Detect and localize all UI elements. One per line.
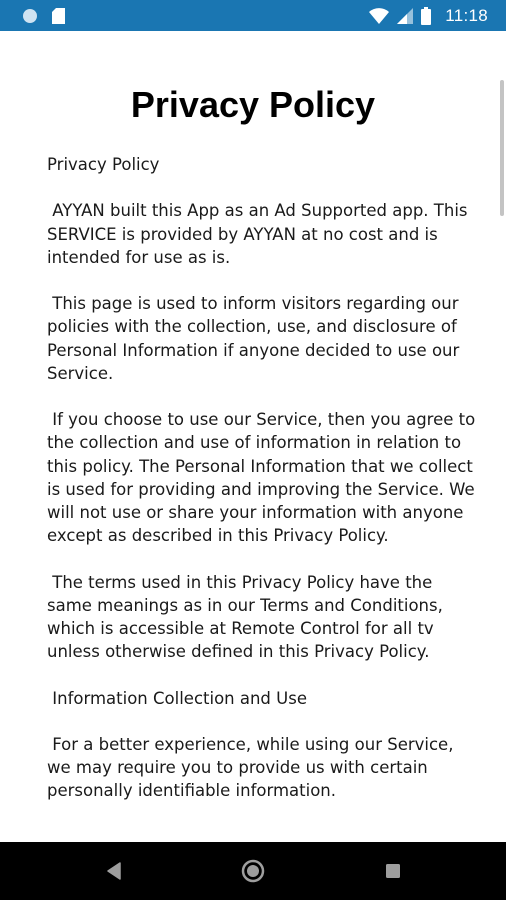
recents-icon bbox=[385, 863, 401, 879]
home-button[interactable] bbox=[223, 842, 283, 900]
back-button[interactable] bbox=[84, 842, 144, 900]
section-heading: Information Collection and Use bbox=[47, 688, 307, 708]
policy-paragraph: The terms used in this Privacy Policy have the same meanings as in our Terms and Conditions, which is accessible at Remote Control for all tv unless otherwise defined in this Privacy Policy. bbox=[47, 572, 449, 662]
page-title: Privacy Policy bbox=[130, 84, 376, 125]
sd-card-icon bbox=[52, 8, 65, 24]
status-bar bbox=[0, 0, 506, 31]
navigation-bar bbox=[0, 842, 506, 900]
policy-paragraph: For a better experience, while using our Service, we may require you to provide us with certain personally identifiable information. bbox=[47, 734, 459, 801]
scrollbar[interactable] bbox=[500, 80, 504, 216]
clock-time: 11:18 bbox=[445, 5, 488, 25]
policy-paragraph: This page is used to inform visitors regarding our policies with the collection, use, and disclosure of Personal Information if anyone decided to use our Service. bbox=[47, 294, 465, 383]
policy-body bbox=[47, 153, 481, 826]
status-left bbox=[22, 0, 65, 31]
policy-paragraph: If you choose to use our Service, then you agree to the collection and use of information in relation to this policy. The Personal Information that we collect is used for providing and improving the Service. We will not use or share your information with anyone except as described in this Privacy Policy. bbox=[47, 410, 481, 546]
status-right bbox=[369, 0, 488, 31]
webview-content[interactable] bbox=[0, 31, 506, 842]
policy-subtitle: Privacy Policy bbox=[47, 155, 160, 174]
cell-signal-icon bbox=[397, 8, 413, 24]
policy-paragraph: AYYAN built this App as an Ad Supported app. This SERVICE is provided by AYYAN at no cost and is intended for use as is. bbox=[47, 201, 473, 267]
home-icon bbox=[241, 859, 265, 883]
wifi-icon bbox=[369, 8, 389, 24]
notification-dot-icon bbox=[22, 8, 38, 24]
recents-button[interactable] bbox=[363, 842, 423, 900]
battery-icon bbox=[421, 7, 431, 25]
back-icon bbox=[106, 862, 122, 880]
